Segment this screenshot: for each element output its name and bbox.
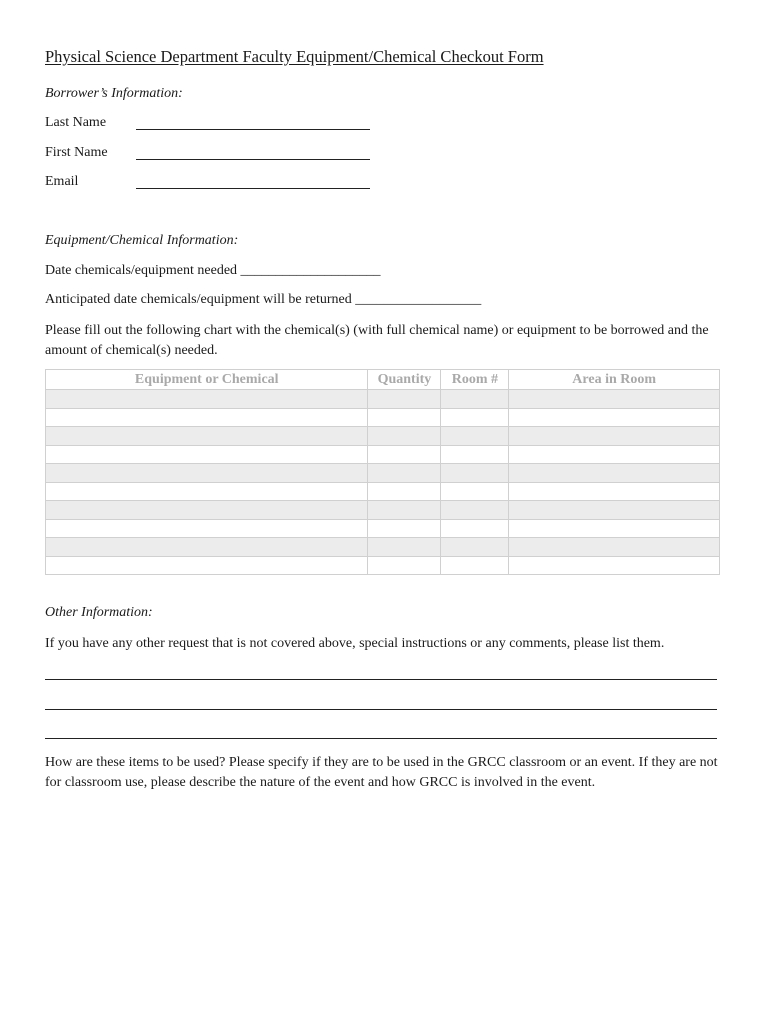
table-row (46, 390, 720, 409)
equipment-cell[interactable] (46, 556, 368, 575)
table-row (46, 538, 720, 557)
date-needed-field[interactable]: Date chemicals/equipment needed ____________________ (45, 263, 381, 278)
first-name-field[interactable] (136, 159, 370, 160)
request-prompt: If you have any other request that is not covered above, special instructions or any comments, please list them. (45, 636, 665, 651)
table-row (46, 427, 720, 446)
area-cell[interactable] (509, 445, 720, 464)
return-date-field[interactable]: Anticipated date chemicals/equipment will be returned __________________ (45, 292, 482, 307)
last-name-label: Last Name (45, 115, 107, 130)
room-cell[interactable] (441, 519, 509, 538)
quantity-cell[interactable] (368, 445, 441, 464)
quantity-cell[interactable] (368, 556, 441, 575)
table-row (46, 445, 720, 464)
chart-instructions: Please fill out the following chart with the chemical(s) (with full chemical name) or equipment to be borrowed and the amount of chemical(s) needed. (45, 323, 709, 358)
equipment-cell[interactable] (46, 445, 368, 464)
area-cell[interactable] (509, 427, 720, 446)
equipment-cell[interactable] (46, 501, 368, 520)
quantity-cell[interactable] (368, 464, 441, 483)
equipment-section-heading: Equipment/Chemical Information: (45, 233, 239, 248)
borrower-section-heading: Borrower’s Information: (45, 86, 183, 101)
header-room-number: Room # (441, 370, 509, 390)
area-cell[interactable] (509, 390, 720, 409)
area-cell[interactable] (509, 464, 720, 483)
header-equipment-or-chemical: Equipment or Chemical (46, 370, 368, 390)
room-cell[interactable] (441, 427, 509, 446)
email-label: Email (45, 174, 79, 189)
usage-prompt: How are these items to be used? Please specify if they are to be used in the GRCC classroom or an event. If they are not for classroom use, please describe the nature of the event and how GRCC is involved in the event. (45, 755, 718, 790)
equipment-cell[interactable] (46, 482, 368, 501)
equipment-cell[interactable] (46, 538, 368, 557)
quantity-cell[interactable] (368, 482, 441, 501)
room-cell[interactable] (441, 464, 509, 483)
quantity-cell[interactable] (368, 427, 441, 446)
table-row (46, 464, 720, 483)
table-row (46, 501, 720, 520)
comments-line-1[interactable] (45, 679, 717, 680)
equipment-cell[interactable] (46, 519, 368, 538)
other-section-heading: Other Information: (45, 605, 153, 620)
last-name-field[interactable] (136, 129, 370, 130)
header-area-in-room: Area in Room (509, 370, 720, 390)
area-cell[interactable] (509, 408, 720, 427)
table-row (46, 482, 720, 501)
area-cell[interactable] (509, 538, 720, 557)
table-header-row (46, 370, 720, 390)
equipment-cell[interactable] (46, 408, 368, 427)
quantity-cell[interactable] (368, 538, 441, 557)
area-cell[interactable] (509, 482, 720, 501)
room-cell[interactable] (441, 482, 509, 501)
table-row (46, 408, 720, 427)
room-cell[interactable] (441, 538, 509, 557)
room-cell[interactable] (441, 556, 509, 575)
quantity-cell[interactable] (368, 519, 441, 538)
room-cell[interactable] (441, 445, 509, 464)
header-quantity: Quantity (368, 370, 441, 390)
comments-line-3[interactable] (45, 738, 717, 739)
first-name-label: First Name (45, 145, 108, 160)
equipment-cell[interactable] (46, 464, 368, 483)
quantity-cell[interactable] (368, 501, 441, 520)
comments-line-2[interactable] (45, 709, 717, 710)
table-row (46, 519, 720, 538)
room-cell[interactable] (441, 390, 509, 409)
equipment-cell[interactable] (46, 390, 368, 409)
equipment-table (45, 369, 720, 575)
table-row (46, 556, 720, 575)
quantity-cell[interactable] (368, 390, 441, 409)
area-cell[interactable] (509, 501, 720, 520)
email-field[interactable] (136, 188, 370, 189)
form-title: Physical Science Department Faculty Equipment/Chemical Checkout Form (45, 47, 544, 66)
area-cell[interactable] (509, 556, 720, 575)
room-cell[interactable] (441, 501, 509, 520)
room-cell[interactable] (441, 408, 509, 427)
area-cell[interactable] (509, 519, 720, 538)
quantity-cell[interactable] (368, 408, 441, 427)
equipment-cell[interactable] (46, 427, 368, 446)
